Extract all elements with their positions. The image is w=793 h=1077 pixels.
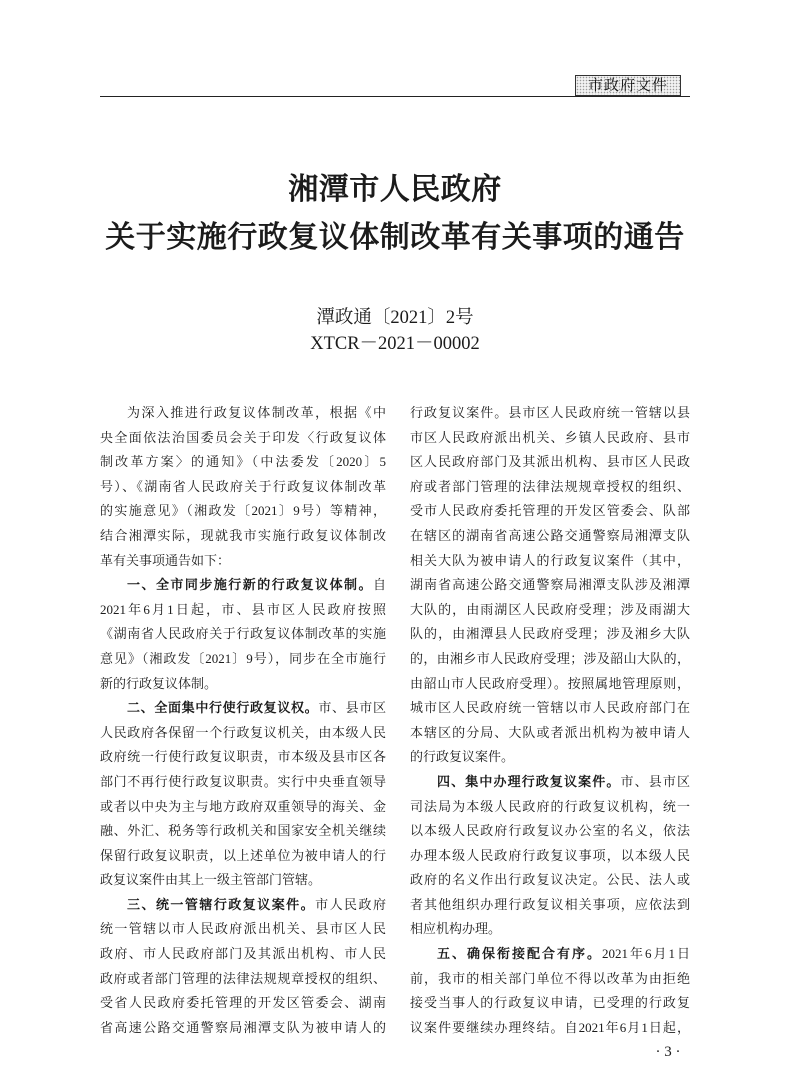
notice-title — [80, 166, 710, 262]
section-heading: 四、集中办理行政复议案件。 — [437, 773, 621, 789]
body-line-text: 融、外汇、税务等行政机关和国家安全机关继续 — [100, 823, 386, 839]
body-line-text: 市区人民政府派出机关、乡镇人民政府、县市 — [410, 429, 690, 445]
body-line-text: 政府的名义作出行政复议决定。公民、法人或 — [410, 872, 690, 888]
body-line-text: 的行政复议案件。 — [410, 749, 515, 765]
body-line — [100, 622, 386, 647]
body-line-text: 保留行政复议职责，以上述单位为被申请人的行 — [100, 847, 386, 863]
body-line-text: 2021年6月1日起，市、县市区人民政府按照 — [100, 601, 386, 617]
body-line — [410, 524, 690, 549]
body-line — [100, 819, 386, 844]
body-line — [100, 401, 386, 426]
body-line — [100, 991, 386, 1016]
page-number: · 3 · — [655, 1044, 681, 1060]
body-line-text: 市人民政府 — [315, 896, 386, 912]
body-line-text: 的实施意见》（湘政发〔2021〕9号）等精神， — [100, 503, 386, 519]
body-line-text: 的，由湘乡市人民政府受理；涉及韶山大队的， — [410, 650, 690, 666]
body-line — [410, 844, 690, 869]
body-line — [100, 647, 386, 672]
body-line-text: 相关大队为被申请人的行政复议案件（其中， — [410, 552, 690, 568]
body-line — [410, 991, 690, 1016]
body-line — [410, 426, 690, 451]
body-line — [100, 475, 386, 500]
body-line — [100, 573, 386, 598]
body-line — [410, 893, 690, 918]
body-line-text: 在辖区的湖南省高速公路交通警察局湘潭支队 — [410, 527, 690, 543]
document-code: XTCR－2021－00002 — [310, 334, 480, 354]
body-line-text: 城市区人民政府统一管辖以市人民政府部门在 — [410, 700, 690, 716]
body-line-text: 自 — [372, 577, 386, 593]
body-line — [100, 524, 386, 549]
body-line-text: 本辖区的分局、大队或者派出机构为被申请人 — [410, 724, 690, 740]
body-line — [410, 647, 690, 672]
body-line — [100, 672, 386, 697]
title-issuer: 湘潭市人民政府 — [288, 173, 502, 206]
section-heading: 一、全市同步施行新的行政复议体制。 — [127, 577, 373, 593]
body-line-text: 政府、市人民政府部门及其派出机构、市人民 — [100, 946, 386, 962]
body-line-text: 行政复议案件。县市区人民政府统一管辖以县 — [410, 405, 690, 420]
body-line-text: 受市人民政府委托管理的开发区管委会、队部 — [410, 503, 690, 519]
body-line — [100, 795, 386, 820]
body-line — [410, 967, 690, 992]
body-line-text: 意见》（湘政发〔2021〕9号），同步在全市施行 — [100, 650, 386, 666]
body-line-text: 由韶山市人民政府受理）。按照属地管理原则， — [410, 675, 690, 691]
body-line-text: 湖南省高速公路交通警察局湘潭支队涉及湘潭 — [410, 577, 690, 593]
body-line — [100, 450, 386, 475]
body-line-text: 司法局为本级人民政府的行政复议机构，统一 — [410, 798, 690, 814]
body-line — [100, 426, 386, 451]
body-line — [410, 795, 690, 820]
body-line — [410, 499, 690, 524]
body-line-text: 政府统一行使行政复议职责，市本级及县市区各 — [100, 749, 386, 765]
body-line-text: 区人民政府部门及其派出机构、县市区人民政 — [410, 454, 690, 470]
body-line — [410, 1016, 690, 1041]
body-line — [100, 721, 386, 746]
body-line-text: 队的，由湘潭县人民政府受理；涉及湘乡大队 — [410, 626, 690, 642]
body-line — [100, 598, 386, 623]
body-line — [100, 1016, 386, 1041]
body-line — [410, 401, 690, 426]
body-line-text: 《湖南省人民政府关于行政复议体制改革的实施 — [100, 626, 386, 642]
body-line-text: 新的行政复议体制。 — [100, 675, 218, 691]
body-line-text: 政府或者部门管理的法律法规规章授权的组织、 — [100, 970, 386, 986]
header-rule — [100, 96, 690, 97]
body-line — [100, 868, 386, 893]
body-line — [100, 499, 386, 524]
body-line — [100, 696, 386, 721]
body-line-text: 部门不再行使行政复议职责。实行中央垂直领导 — [100, 773, 386, 789]
body-line-text: 府或者部门管理的法律法规规章授权的组织、 — [410, 478, 690, 494]
body-line-text: 相应机构办理。 — [410, 921, 502, 937]
body-line — [100, 745, 386, 770]
body-line — [100, 549, 386, 574]
body-line-text: 接受当事人的行政复议申请，已受理的行政复 — [410, 995, 690, 1011]
title-subject: 关于实施行政复议体制改革有关事项的通告 — [105, 221, 685, 254]
body-line-text: 结合湘潭实际，现就我市实施行政复议体制改 — [100, 527, 386, 543]
body-line-text: 市、县市区 — [318, 700, 386, 716]
section-heading: 三、统一管辖行政复议案件。 — [127, 896, 316, 912]
body-line-text: 人民政府各保留一个行政复议机关，由本级人民 — [100, 724, 386, 740]
body-line — [410, 868, 690, 893]
body-line — [410, 745, 690, 770]
document-number: 潭政通〔2021〕2号 — [316, 308, 474, 328]
body-line — [410, 573, 690, 598]
body-line-text: 办理本级人民政府行政复议事项，以本级人民 — [410, 847, 690, 863]
body-line — [410, 819, 690, 844]
body-line-text: 议案件要继续办理终结。自2021年6月1日起， — [410, 1019, 690, 1035]
body-line — [410, 770, 690, 795]
body-line — [100, 844, 386, 869]
body-line — [100, 967, 386, 992]
body-line-text: 受省人民政府委托管理的开发区管委会、湖南 — [100, 995, 386, 1011]
section-heading: 二、全面集中行使行政复议权。 — [127, 700, 319, 716]
body-line-text: 者其他组织办理行政复议相关事项，应依法到 — [410, 896, 690, 912]
body-line — [410, 942, 690, 967]
body-line-text: 号）、《湖南省人民政府关于行政复议体制改革 — [100, 478, 386, 494]
body-line — [410, 549, 690, 574]
body-line-text: 以本级人民政府行政复议办公室的名义，依法 — [410, 823, 690, 839]
section-label: 市政府文件 — [587, 77, 668, 94]
body-line-text: 2021年6月1日 — [601, 946, 690, 962]
document-number-block — [100, 305, 690, 357]
body-line — [410, 598, 690, 623]
body-line — [100, 942, 386, 967]
body-line — [410, 622, 690, 647]
body-line-text: 制改革方案〉的通知》（中法委发〔2020〕5 — [100, 454, 386, 470]
body-line-text: 或者以中央为主与地方政府双重领导的海关、金 — [100, 798, 386, 814]
body-line — [100, 917, 386, 942]
body-line-text: 为深入推进行政复议体制改革，根据《中 — [127, 405, 386, 420]
left-column — [100, 401, 386, 1040]
body-line-text: 政复议案件由其上一级主管部门管辖。 — [100, 872, 322, 888]
body-line — [410, 450, 690, 475]
right-column — [410, 401, 690, 1040]
body-line-text: 统一管辖以市人民政府派出机关、县市区人民 — [100, 921, 386, 937]
body-line-text: 大队的，由雨湖区人民政府受理；涉及雨湖大 — [410, 601, 690, 617]
body-line-text: 央全面依法治国委员会关于印发〈行政复议体 — [100, 429, 386, 445]
body-line — [410, 672, 690, 697]
body-line — [410, 917, 690, 942]
body-line — [410, 475, 690, 500]
section-label-box — [575, 75, 681, 96]
body-line-text: 市、县市区 — [620, 773, 690, 789]
body-line — [410, 721, 690, 746]
body-line-text: 革有关事项通告如下： — [100, 552, 231, 568]
body-line — [410, 696, 690, 721]
body-line — [100, 893, 386, 918]
body-line — [100, 770, 386, 795]
body-line-text: 省高速公路交通警察局湘潭支队为被申请人的 — [100, 1019, 386, 1035]
body-line-text: 前，我市的相关部门单位不得以改革为由拒绝 — [410, 970, 690, 986]
section-heading: 五、确保衔接配合有序。 — [437, 946, 602, 962]
